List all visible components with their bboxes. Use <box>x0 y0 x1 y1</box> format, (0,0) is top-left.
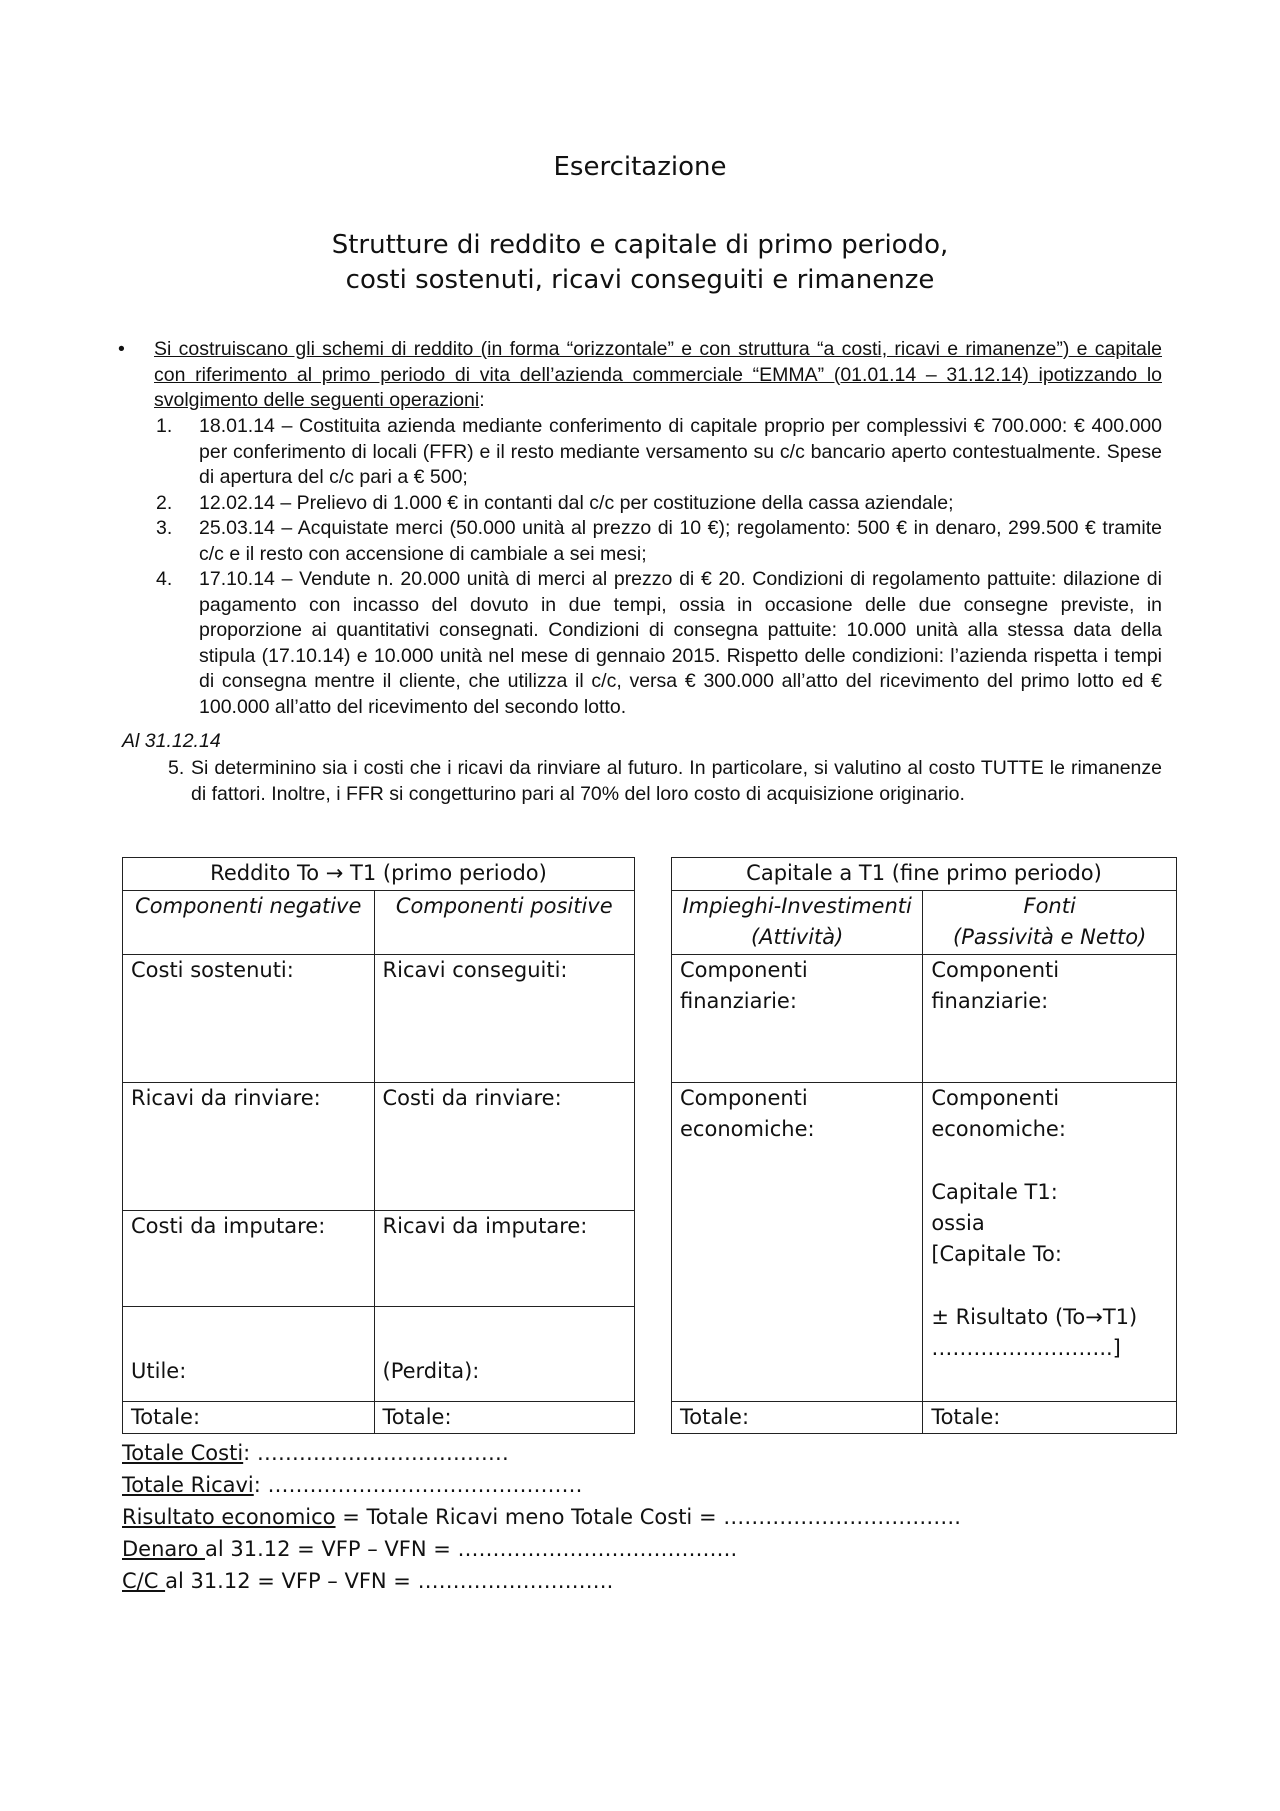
list-item <box>168 756 1162 807</box>
risultato-label: ± Risultato (To→T1) <box>931 1305 1138 1329</box>
cell-line: economiche: <box>931 1117 1066 1141</box>
cell-line: finanziarie: <box>931 989 1049 1013</box>
cc-label: C/C <box>122 1569 166 1593</box>
footer-formulas <box>122 1437 961 1597</box>
operations-list <box>156 414 1162 720</box>
cell-line: economiche: <box>680 1117 815 1141</box>
list-item-number: 2. <box>156 491 173 514</box>
impieghi-finanziarie-cell <box>672 955 923 1083</box>
reddito-header: Reddito To → T1 (primo periodo) <box>123 858 635 891</box>
col-impieghi <box>672 891 923 955</box>
totale-costi-label: Totale Costi <box>122 1441 244 1465</box>
bullet-icon: • <box>118 338 125 360</box>
totale-ricavi-fill: : ……………………………………… <box>253 1473 583 1497</box>
ricavi-da-rinviare-cell: Ricavi da rinviare: <box>123 1083 375 1211</box>
cell-line: finanziarie: <box>680 989 797 1013</box>
ossia-label: ossia <box>931 1211 985 1235</box>
spacer <box>931 1270 1168 1302</box>
al-date-label: Al 31.12.14 <box>122 730 221 752</box>
cell-line: Componenti <box>931 1086 1060 1110</box>
reddito-totale-left: Totale: <box>123 1402 375 1434</box>
list-item-text: 25.03.14 – Acquistate merci (50.000 unità al prezzo di 10 €); regolamento: 500 € in denaro, 299.500 € tramite c/c e il resto con accensione di cambiale a sei mesi; <box>199 517 1162 565</box>
fonti-economiche-cell <box>923 1083 1177 1402</box>
list-item-text: 17.10.14 – Vendute n. 20.000 unità di merci al prezzo di € 20. Condizioni di regolamento pattuite: dilazione di pagamento con incasso del dovuto in due tempi, ossia in occasione delle due consegne previste, in proporzione ai quantitativi consegnati. Condizioni di consegna pattuite: 10.000 unità alla stessa data della stipula (17.10.14) e 10.000 unità nel mese di gennaio 2015. Rispetto delle condizioni: l’azienda rispetta i tempi di consegna mentre il cliente, che utilizza il c/c, versa € 300.000 all’atto del ricevimento del primo lotto ed € 100.000 all’atto del ricevimento del secondo lotto. <box>199 568 1162 718</box>
list-item-number: 3. <box>156 517 173 539</box>
intro-tail: : <box>479 389 485 411</box>
intro-underlined-text: Si costruiscano gli schemi di reddito (in forma “orizzontale” e con struttura “a costi, ricavi e rimanenze”) e capitale con riferimento al primo periodo di vita dell’azienda commerciale “EMMA” (01.01.14 – 31.12.14) ipotizzando lo svolgimento delle seguenti operazioni <box>154 338 1162 411</box>
totale-costi-fill: : ……………………………… <box>243 1441 509 1465</box>
cell-line: Componenti <box>680 958 808 982</box>
intro-text <box>154 337 1162 414</box>
intro-paragraph <box>118 337 1162 414</box>
costi-da-rinviare-cell: Costi da rinviare: <box>374 1083 634 1211</box>
col-componenti-positive: Componenti positive <box>374 891 634 955</box>
cc-fill: al 31.12 = VFP – VFN = ………………………. <box>165 1569 614 1593</box>
cell-line: Componenti <box>680 1086 808 1110</box>
reddito-totale-right: Totale: <box>374 1402 634 1434</box>
perdita-cell: (Perdita): <box>374 1307 634 1402</box>
ricavi-conseguiti-cell: Ricavi conseguiti: <box>374 955 634 1083</box>
col-impieghi-line-2: (Attività) <box>750 925 844 949</box>
list-item <box>156 414 1162 491</box>
costi-da-imputare-cell: Costi da imputare: <box>123 1211 375 1307</box>
capitale-table <box>671 857 1177 1434</box>
capitale-t1-label: Capitale T1: <box>931 1180 1058 1204</box>
risultato-economico-fill: = Totale Ricavi meno Totale Costi = ……………………………. <box>335 1505 961 1529</box>
col-fonti-line-2: (Passività e Netto) <box>953 925 1147 949</box>
impieghi-economiche-cell <box>672 1083 923 1402</box>
capitale-to-label: [Capitale To: <box>931 1242 1062 1266</box>
risultato-economico-label: Risultato economico <box>122 1505 336 1529</box>
totale-ricavi-line <box>122 1469 961 1501</box>
spacer <box>931 1145 1168 1177</box>
list-item <box>156 491 1162 517</box>
totale-costi-line <box>122 1437 961 1469</box>
costi-sostenuti-cell: Costi sostenuti: <box>123 955 375 1083</box>
list-item <box>156 516 1162 567</box>
totale-ricavi-label: Totale Ricavi <box>122 1473 254 1497</box>
dotted-fill: ……………………..] <box>931 1336 1121 1360</box>
list-item <box>156 567 1162 720</box>
page-subtitle-line-1: Strutture di reddito e capitale di primo periodo, <box>331 230 949 260</box>
reddito-table <box>122 857 635 1434</box>
list-item-text: 18.01.14 – Costituita azienda mediante conferimento di capitale proprio per complessivi € 700.000: € 400.000 per conferimento di locali (FFR) e il resto mediante versamento su c/c bancario aperto contestualmente. Spese di apertura del c/c pari a € 500; <box>199 415 1162 488</box>
denaro-fill: al 31.12 = VFP – VFN = …………………………………. <box>204 1537 738 1561</box>
col-componenti-negative: Componenti negative <box>123 891 375 955</box>
list-item-number: 1. <box>156 415 173 437</box>
cell-line: Componenti <box>931 958 1060 982</box>
list-item-text: 12.02.14 – Prelievo di 1.000 € in contanti dal c/c per costituzione della cassa aziendale; <box>199 491 954 514</box>
page-subtitle-line-2: costi sostenuti, ricavi conseguiti e rimanenze <box>345 265 935 295</box>
list-item-text: Si determinino sia i costi che i ricavi da rinviare al futuro. In particolare, si valutino al costo TUTTE le rimanenze di fattori. Inoltre, i FFR si congetturino pari al 70% del loro costo di acquisizione originario. <box>191 757 1162 805</box>
capitale-totale-left: Totale: <box>672 1402 923 1434</box>
utile-cell: Utile: <box>123 1307 375 1402</box>
col-fonti <box>923 891 1177 955</box>
page-title: Esercitazione <box>553 152 727 182</box>
cc-line <box>122 1565 961 1597</box>
capitale-totale-right: Totale: <box>923 1402 1177 1434</box>
capitale-header: Capitale a T1 (fine primo periodo) <box>672 858 1177 891</box>
ricavi-da-imputare-cell: Ricavi da imputare: <box>374 1211 634 1307</box>
denaro-line <box>122 1533 961 1565</box>
list-item-number: 5. <box>168 757 185 779</box>
risultato-economico-line <box>122 1501 961 1533</box>
fonti-finanziarie-cell <box>923 955 1177 1083</box>
col-impieghi-line-1: Impieghi-Investimenti <box>682 894 912 918</box>
list-item-number: 4. <box>156 568 173 590</box>
col-fonti-line-1: Fonti <box>1023 894 1076 918</box>
denaro-label: Denaro <box>122 1537 205 1561</box>
